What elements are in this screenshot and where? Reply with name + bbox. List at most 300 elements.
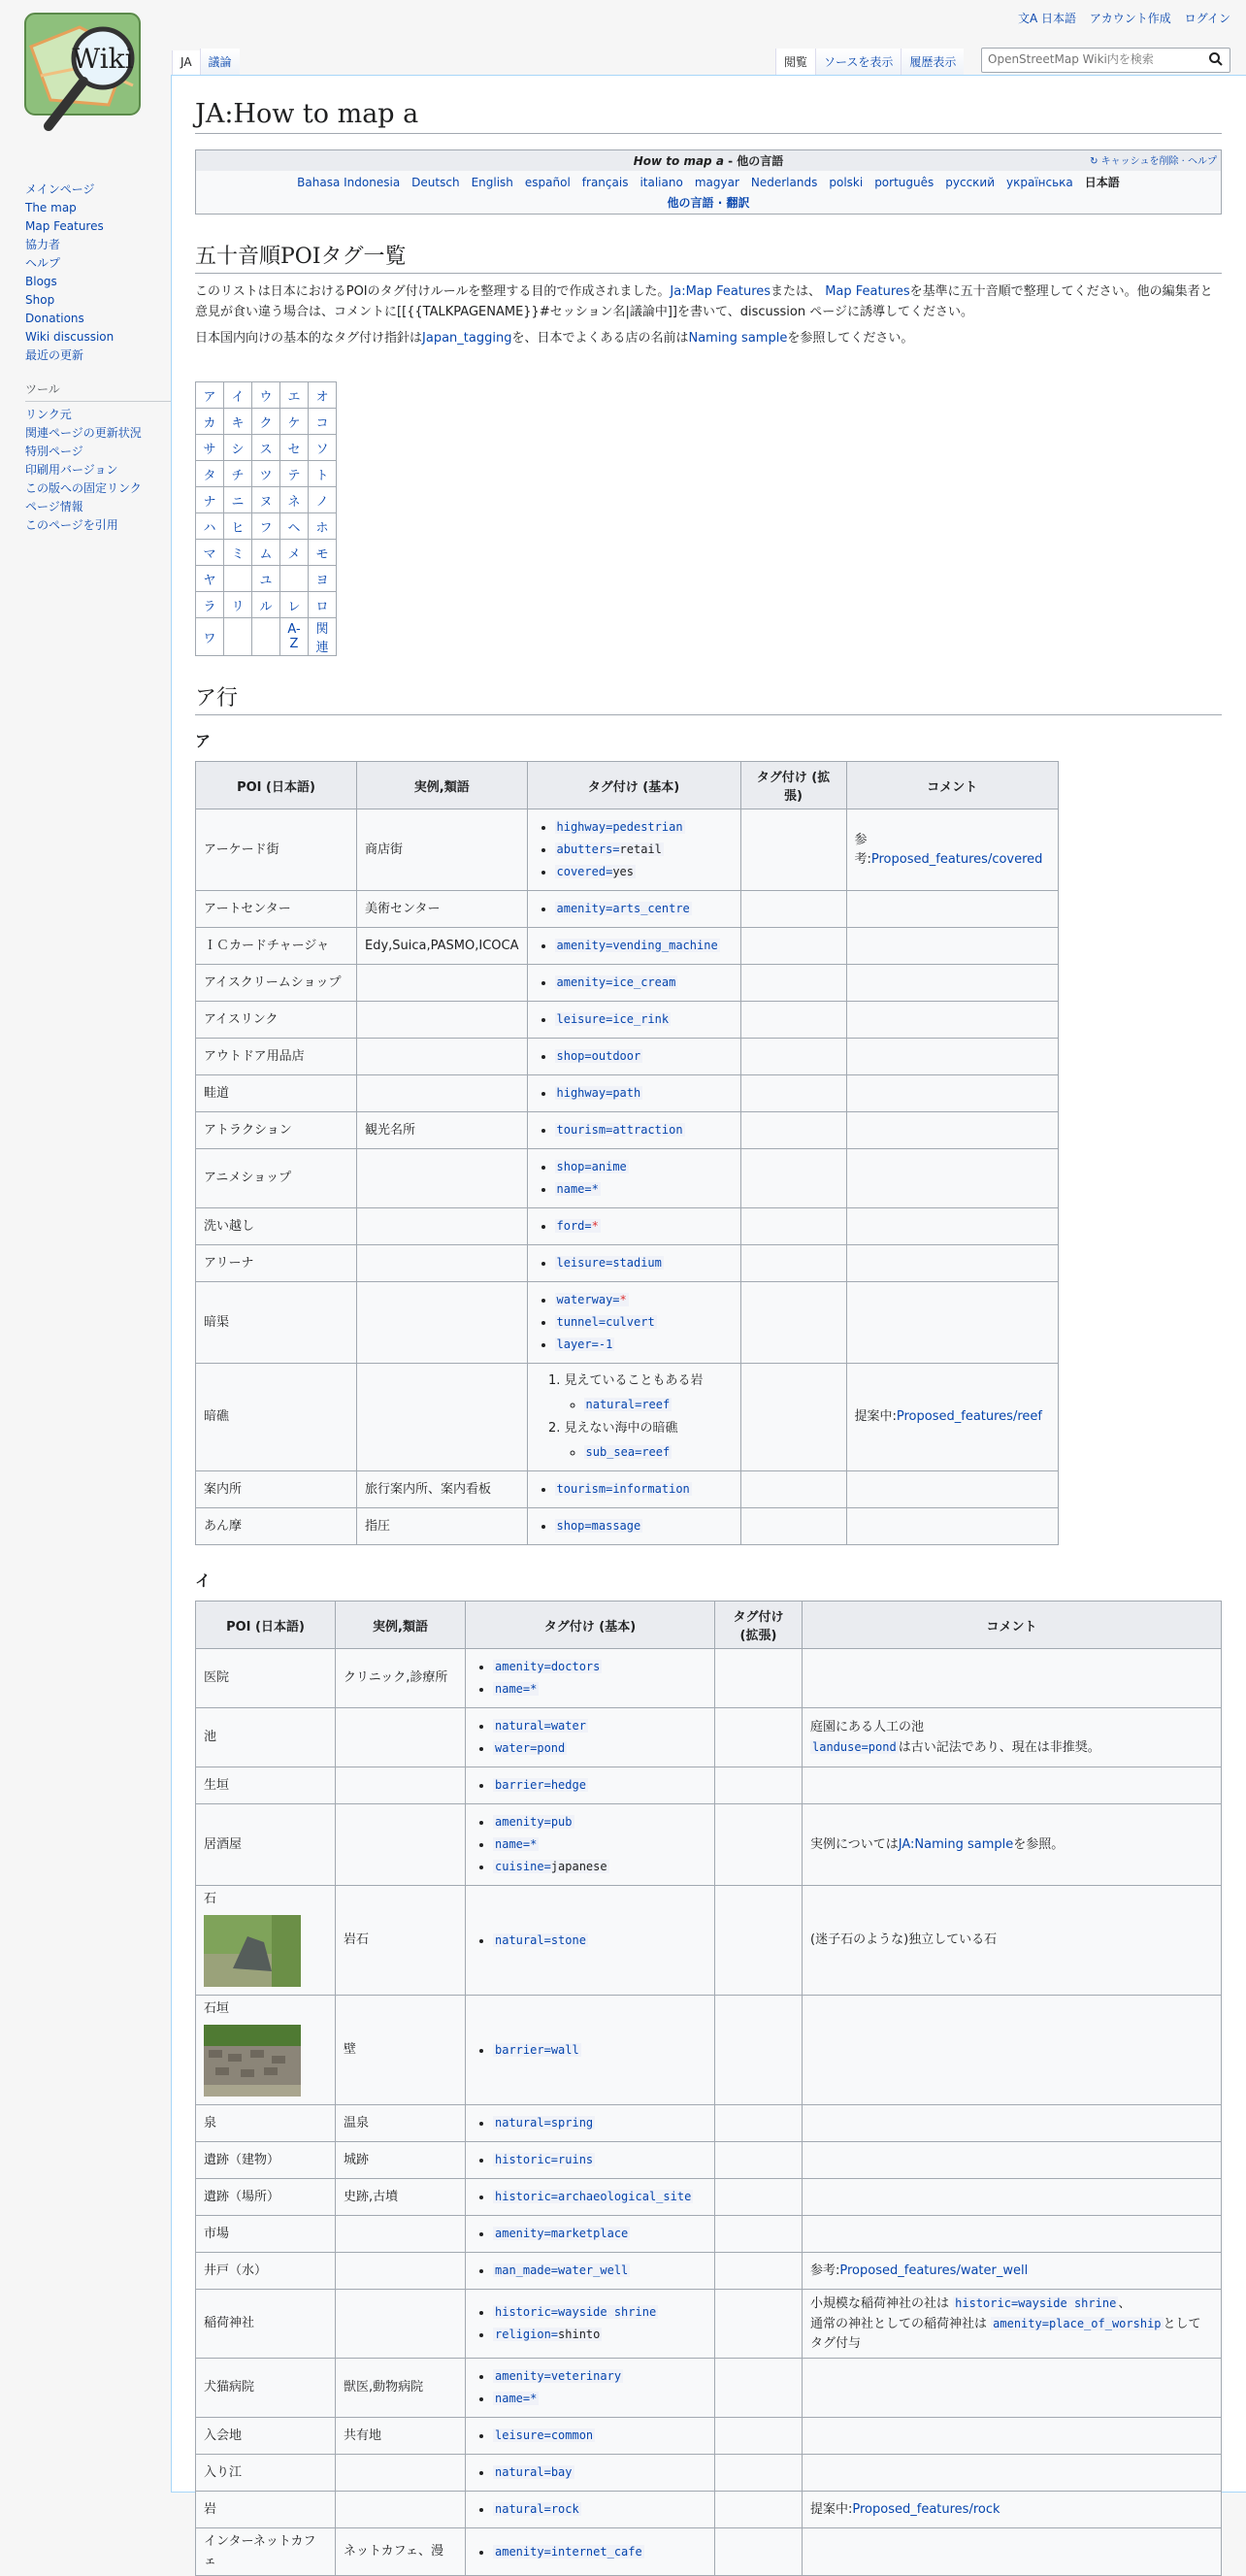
kana-index-cell[interactable]: ア: [196, 382, 224, 409]
tag-value[interactable]: -1: [598, 1338, 613, 1351]
comment-cell: [846, 1208, 1059, 1245]
tag-value[interactable]: wall: [550, 2042, 579, 2057]
tag-key[interactable]: natural: [495, 1719, 544, 1733]
language-link[interactable]: español: [524, 176, 571, 189]
tag-code[interactable]: natural=reef: [585, 1398, 671, 1411]
kana-index-cell[interactable]: ウ: [252, 382, 280, 409]
language-link[interactable]: English: [471, 176, 513, 189]
kana-index-cell[interactable]: サ: [196, 435, 224, 461]
sidebar-item[interactable]: Shop: [25, 293, 55, 307]
kana-index-cell[interactable]: イ: [224, 382, 252, 409]
link-map-features[interactable]: Map Features: [825, 284, 910, 299]
extended-tags-cell: [715, 1767, 803, 1804]
kana-index-cell[interactable]: メ: [280, 540, 309, 566]
tag-key[interactable]: leisure: [556, 1012, 607, 1026]
tag-code[interactable]: covered=yes: [556, 865, 634, 878]
reef-item-text: 見えない海中の暗礁: [564, 1421, 678, 1436]
kana-index-cell[interactable]: タ: [196, 461, 224, 487]
tag-item: [493, 2325, 706, 2345]
comment-cell: [803, 2216, 1222, 2253]
login-link[interactable]: ログイン: [1184, 12, 1230, 25]
poi-name-cell: アーケード街: [196, 809, 357, 891]
extended-tags-cell: [715, 2253, 803, 2290]
example-cell: 壁: [336, 1996, 466, 2105]
kana-index-cell[interactable]: ミ: [224, 540, 252, 566]
kana-index-cell[interactable]: ノ: [309, 487, 337, 513]
kana-index-cell[interactable]: セ: [280, 435, 309, 461]
kana-index-cell[interactable]: カ: [196, 409, 224, 435]
kana-index-cell[interactable]: ヌ: [252, 487, 280, 513]
kana-index-cell[interactable]: コ: [309, 409, 337, 435]
tag-code[interactable]: sub_sea=reef: [585, 1445, 671, 1459]
create-account-link[interactable]: アカウント作成: [1089, 12, 1171, 25]
tag-item: [493, 2302, 706, 2323]
kana-index-cell[interactable]: ム: [252, 540, 280, 566]
table-row: [196, 1112, 1059, 1149]
tag-key[interactable]: barrier: [495, 2042, 544, 2057]
kana-index-cell[interactable]: ユ: [252, 566, 280, 592]
tag-key[interactable]: amenity: [495, 2227, 544, 2240]
tag-value[interactable]: *: [530, 1837, 538, 1851]
tag-value[interactable]: stone: [550, 1932, 586, 1947]
kana-index-cell[interactable]: ツ: [252, 461, 280, 487]
tag-key[interactable]: name: [495, 2392, 523, 2405]
sidebar-item[interactable]: The map: [25, 201, 77, 215]
tag-code[interactable]: abutters=retail: [556, 842, 662, 856]
tag-key[interactable]: man_made: [495, 2263, 551, 2277]
poi-name: 入会地: [204, 2427, 243, 2443]
tag-code[interactable]: amenity=doctors: [495, 1660, 601, 1673]
tag-key[interactable]: name: [495, 1837, 523, 1851]
basic-tags-cell: [527, 1112, 740, 1149]
tag-code[interactable]: amenity=pub: [495, 1815, 573, 1829]
tag-key[interactable]: amenity: [556, 975, 607, 989]
link-japan-tagging[interactable]: Japan_tagging: [422, 331, 512, 346]
tag-item: [493, 2389, 706, 2409]
tag-item: [555, 1009, 733, 1030]
tag-code[interactable]: amenity=place_of_worship: [993, 2317, 1162, 2330]
tag-key[interactable]: tourism: [556, 1482, 607, 1496]
language-link[interactable]: русский: [945, 176, 996, 189]
tag-code[interactable]: amenity=ice_cream: [556, 975, 676, 989]
tag-value[interactable]: water_well: [558, 2263, 629, 2277]
tag-code[interactable]: landuse=pond: [812, 1739, 897, 1754]
tag-code[interactable]: historic=ruins: [495, 2153, 594, 2166]
tag-key[interactable]: tourism: [556, 1123, 607, 1137]
example-cell: [357, 1208, 528, 1245]
tag-item: [493, 2366, 706, 2387]
tag-code[interactable]: highway=path: [556, 1086, 641, 1100]
kana-index-cell[interactable]: ニ: [224, 487, 252, 513]
tag-code[interactable]: religion=shinto: [495, 2328, 601, 2341]
tag-value[interactable]: rock: [550, 2502, 579, 2516]
poi-name-cell: [196, 2253, 336, 2290]
kana-index-cell: [224, 566, 252, 592]
comment-link[interactable]: JA:Naming sample: [898, 1836, 1014, 1852]
tag-code[interactable]: name=*: [495, 2392, 538, 2405]
tag-list: [536, 1046, 733, 1067]
tag-key[interactable]: religion: [495, 2328, 551, 2341]
tag-key[interactable]: historic: [495, 2305, 551, 2319]
tag-value[interactable]: veterinary: [550, 2369, 622, 2383]
tag-value[interactable]: reef: [641, 1445, 671, 1459]
kana-index-cell[interactable]: ヤ: [196, 566, 224, 592]
tag-key[interactable]: layer: [556, 1338, 592, 1351]
sidebar-item[interactable]: Map Features: [25, 219, 104, 233]
other-languages-link[interactable]: 他の言語 · 翻訳: [667, 196, 750, 210]
tag-key[interactable]: amenity: [495, 2369, 544, 2383]
tag-value[interactable]: water: [550, 1719, 586, 1733]
comment-cell: [846, 1112, 1059, 1149]
tag-key[interactable]: natural: [585, 1398, 636, 1411]
tag-value: *: [591, 1219, 599, 1233]
sidebar-tool-item[interactable]: 特別ページ: [25, 445, 83, 458]
kana-index-cell[interactable]: ハ: [196, 513, 224, 540]
kana-index-cell[interactable]: チ: [224, 461, 252, 487]
language-link[interactable]: português: [874, 176, 934, 189]
tag-key[interactable]: covered: [556, 865, 607, 878]
tag-value[interactable]: doctors: [550, 1660, 601, 1673]
language-link[interactable]: Bahasa Indonesia: [297, 176, 401, 189]
tag-item: [493, 2187, 706, 2207]
example-cell: クリニック,診療所: [336, 1649, 466, 1708]
tag-key[interactable]: amenity: [556, 939, 607, 952]
language-link[interactable]: Deutsch: [411, 176, 460, 189]
column-header: 実例,類語: [336, 1602, 466, 1649]
kana-index-cell[interactable]: レ: [280, 592, 309, 618]
poi-name-cell: [196, 1767, 336, 1804]
tag-value[interactable]: *: [530, 1682, 538, 1696]
extended-tags-cell: [740, 1364, 846, 1471]
sidebar-item[interactable]: 最近の更新: [25, 348, 84, 362]
kana-index-cell[interactable]: ス: [252, 435, 280, 461]
comment-link[interactable]: Proposed_features/reef: [896, 1409, 1042, 1424]
search-input[interactable]: [982, 49, 1207, 70]
tag-list: [536, 1216, 733, 1237]
tag-value[interactable]: spring: [550, 2116, 594, 2130]
tag-code[interactable]: amenity=veterinary: [495, 2369, 622, 2383]
kana-index-cell[interactable]: ソ: [309, 435, 337, 461]
table-row: [196, 1804, 1222, 1886]
tag-value[interactable]: massage: [591, 1519, 641, 1533]
kana-index-cell[interactable]: オ: [309, 382, 337, 409]
tag-key[interactable]: name: [556, 1182, 585, 1196]
tag-value[interactable]: archaeological_site: [558, 2190, 692, 2203]
kana-index-cell[interactable]: ト: [309, 461, 337, 487]
example-cell: [357, 965, 528, 1002]
table-row: [196, 2216, 1222, 2253]
tag-code[interactable]: amenity=internet_cafe: [495, 2544, 642, 2559]
kana-index-cell[interactable]: 関連: [309, 618, 337, 656]
poi-name-cell: ＩＣカードチャージャ: [196, 928, 357, 965]
tag-key[interactable]: abutters: [556, 842, 613, 856]
tab-read[interactable]: 閲覧: [775, 49, 815, 75]
comment-text: としてタグ付与: [810, 2317, 1201, 2351]
stone-photo[interactable]: [204, 1915, 301, 1987]
comment-text: 実例については: [810, 1836, 899, 1852]
tag-key[interactable]: amenity: [556, 902, 607, 915]
tag-value[interactable]: vending_machine: [612, 939, 718, 952]
tag-code[interactable]: amenity=arts_centre: [556, 902, 690, 915]
tag-code[interactable]: waterway=*: [556, 1293, 627, 1306]
extended-tags-cell: [740, 1149, 846, 1208]
kana-index-cell[interactable]: ヒ: [224, 513, 252, 540]
language-link: 日本語: [1084, 176, 1120, 189]
kana-index-cell[interactable]: ル: [252, 592, 280, 618]
kana-index-cell[interactable]: ヨ: [309, 566, 337, 592]
poi-name: 市場: [204, 2226, 230, 2241]
wiki-logo[interactable]: [21, 8, 153, 140]
kana-index-cell[interactable]: ケ: [280, 409, 309, 435]
poi-name: 井戸（水）: [204, 2262, 268, 2278]
tag-key[interactable]: cuisine: [495, 1860, 544, 1873]
poi-name-cell: 案内所: [196, 1471, 357, 1508]
tag-code[interactable]: natural=spring: [495, 2116, 594, 2130]
tag-code[interactable]: name=*: [495, 1682, 538, 1696]
tag-value[interactable]: ice_rink: [612, 1012, 670, 1026]
tab-ja[interactable]: JA: [172, 50, 200, 77]
tag-key[interactable]: historic: [495, 2190, 551, 2203]
table-row: [196, 1886, 1222, 1996]
tag-key[interactable]: amenity: [495, 1660, 544, 1673]
kana-index-cell: [224, 618, 252, 656]
tag-value[interactable]: path: [612, 1086, 641, 1100]
kana-index-cell[interactable]: テ: [280, 461, 309, 487]
poi-name-cell: [196, 2105, 336, 2142]
sidebar-tool-item[interactable]: ページ情報: [25, 500, 83, 513]
tag-code[interactable]: natural=water: [495, 1719, 586, 1733]
tag-code[interactable]: shop=anime: [556, 1160, 627, 1173]
comment-link[interactable]: Proposed_features/rock: [852, 2501, 1000, 2517]
tag-value[interactable]: bay: [550, 2465, 573, 2479]
tag-value[interactable]: attraction: [612, 1123, 683, 1137]
tag-key[interactable]: amenity: [495, 2544, 544, 2559]
kana-index-cell[interactable]: ワ: [196, 618, 224, 656]
tag-value[interactable]: outdoor: [591, 1049, 641, 1063]
tag-code[interactable]: amenity=vending_machine: [556, 939, 718, 952]
tag-value[interactable]: internet_cafe: [550, 2544, 642, 2559]
tag-value[interactable]: wayside shrine: [558, 2305, 657, 2319]
basic-tags-cell: [527, 1471, 740, 1508]
kana-index-cell[interactable]: ロ: [309, 592, 337, 618]
tag-value[interactable]: culvert: [606, 1315, 655, 1329]
sidebar-item[interactable]: Blogs: [25, 275, 57, 288]
tag-value[interactable]: reef: [641, 1398, 671, 1411]
tag-code[interactable]: historic=archaeological_site: [495, 2190, 692, 2203]
tag-key[interactable]: natural: [495, 2465, 544, 2479]
tag-key[interactable]: sub_sea: [585, 1445, 636, 1459]
poi-name-cell: [196, 1996, 336, 2105]
tag-key[interactable]: water: [495, 1741, 531, 1755]
tag-key[interactable]: shop: [556, 1519, 585, 1533]
table-row: [196, 1002, 1059, 1039]
sidebar-tool-item[interactable]: この版への固定リンク: [25, 481, 142, 495]
tag-key[interactable]: highway: [556, 1086, 607, 1100]
tag-item: [584, 1395, 733, 1415]
extended-tags-cell: [740, 1245, 846, 1282]
kana-index-cell[interactable]: フ: [252, 513, 280, 540]
sidebar-tool-item[interactable]: 印刷用バージョン: [25, 463, 118, 477]
tag-code[interactable]: shop=massage: [556, 1519, 641, 1533]
basic-tags-cell: [466, 1996, 715, 2105]
basic-tags-cell: [466, 2418, 715, 2455]
tag-item: [555, 1290, 733, 1310]
tag-key[interactable]: historic: [495, 2153, 551, 2166]
tag-value[interactable]: ruins: [558, 2153, 594, 2166]
tag-key[interactable]: highway: [556, 820, 607, 834]
tag-value[interactable]: ice_cream: [612, 975, 676, 989]
tag-key[interactable]: tunnel: [556, 1315, 599, 1329]
tag-key[interactable]: barrier: [495, 1778, 544, 1792]
reef-list: [536, 1371, 733, 1463]
tag-code[interactable]: amenity=marketplace: [495, 2227, 629, 2240]
tag-code[interactable]: shop=outdoor: [556, 1049, 641, 1063]
tag-code[interactable]: historic=wayside shrine: [955, 2296, 1117, 2310]
tag-key[interactable]: natural: [495, 2116, 544, 2130]
tag-code[interactable]: tunnel=culvert: [556, 1315, 655, 1329]
tag-value[interactable]: hedge: [550, 1778, 586, 1792]
kana-index-cell[interactable]: リ: [224, 592, 252, 618]
kana-index-cell[interactable]: A-Z: [280, 618, 309, 656]
language-link[interactable]: italiano: [639, 176, 683, 189]
example-cell: 指圧: [357, 1508, 528, 1545]
tag-value[interactable]: anime: [591, 1160, 627, 1173]
tag-value[interactable]: information: [612, 1482, 690, 1496]
tag-value[interactable]: pond: [537, 1741, 566, 1755]
tag-code[interactable]: tourism=attraction: [556, 1123, 683, 1137]
tag-value: yes: [612, 865, 634, 878]
tag-code[interactable]: barrier=wall: [495, 2042, 579, 2057]
tag-value[interactable]: common: [550, 2428, 594, 2442]
comment-text: 参考:: [810, 2262, 840, 2278]
tag-key[interactable]: natural: [495, 1932, 544, 1947]
link-ja-map-features[interactable]: Ja:Map Features: [670, 284, 771, 299]
tag-list: [474, 2426, 706, 2446]
kana-index-cell[interactable]: キ: [224, 409, 252, 435]
tag-code[interactable]: cuisine=japanese: [495, 1860, 607, 1873]
tag-key[interactable]: amenity: [495, 1815, 544, 1829]
column-header: コメント: [803, 1602, 1222, 1649]
tag-code[interactable]: ford=*: [556, 1219, 599, 1233]
kana-index-cell[interactable]: マ: [196, 540, 224, 566]
sidebar-item[interactable]: ヘルプ: [25, 256, 61, 270]
tag-code[interactable]: historic=wayside shrine: [495, 2305, 657, 2319]
tag-code[interactable]: layer=-1: [556, 1338, 613, 1351]
tag-code[interactable]: natural=bay: [495, 2465, 573, 2479]
kana-index-cell[interactable]: ナ: [196, 487, 224, 513]
tab-view-source[interactable]: ソースを表示: [815, 49, 901, 75]
tag-key[interactable]: waterway: [556, 1293, 613, 1306]
basic-tags-cell: [466, 2253, 715, 2290]
sidebar-tool-item[interactable]: 関連ページの更新状況: [25, 426, 142, 440]
tag-list: [474, 1931, 706, 1951]
tag-value[interactable]: *: [591, 1182, 599, 1196]
basic-tags-cell: [527, 1149, 740, 1208]
kana-index-cell[interactable]: シ: [224, 435, 252, 461]
tag-code[interactable]: leisure=ice_rink: [556, 1012, 670, 1026]
language-link[interactable]: 文A 日本語: [1018, 12, 1077, 25]
language-link[interactable]: français: [581, 176, 629, 189]
sidebar-item[interactable]: 協力者: [25, 238, 61, 251]
tag-key[interactable]: natural: [495, 2502, 544, 2516]
tab-discussion[interactable]: 議論: [200, 49, 240, 75]
section-heading-a-row: ア行: [195, 681, 1222, 715]
tag-value[interactable]: *: [530, 2392, 538, 2405]
purge-cache-link[interactable]: ↻ キャッシュを削除 · ヘルプ: [1090, 156, 1217, 167]
tag-value[interactable]: marketplace: [550, 2227, 629, 2240]
stone-wall-photo[interactable]: [204, 2025, 301, 2097]
tag-item: [493, 1657, 706, 1677]
tag-value[interactable]: stadium: [612, 1256, 662, 1270]
tag-key[interactable]: leisure: [556, 1256, 607, 1270]
table-row: [196, 2253, 1222, 2290]
sidebar-tool-item[interactable]: リンク元: [25, 408, 72, 421]
tag-code[interactable]: barrier=hedge: [495, 1778, 586, 1792]
kana-index-cell[interactable]: ラ: [196, 592, 224, 618]
tag-key[interactable]: name: [495, 1682, 523, 1696]
tag-value[interactable]: pub: [550, 1815, 573, 1829]
basic-tags-cell: [527, 1208, 740, 1245]
kana-index-cell[interactable]: ネ: [280, 487, 309, 513]
tag-value[interactable]: arts_centre: [612, 902, 690, 915]
example-cell: ネットカフェ、漫: [336, 2528, 466, 2576]
tag-key[interactable]: ford: [556, 1219, 585, 1233]
sidebar-item[interactable]: メインページ: [25, 182, 95, 196]
basic-tags-cell: [527, 1002, 740, 1039]
kana-index-cell[interactable]: ク: [252, 409, 280, 435]
tag-code[interactable]: name=*: [556, 1182, 599, 1196]
poi-name: 遺跡（場所）: [204, 2189, 280, 2204]
kana-index-cell[interactable]: ホ: [309, 513, 337, 540]
tag-list: [536, 817, 733, 882]
language-link[interactable]: українська: [1006, 176, 1073, 189]
kana-index-cell[interactable]: モ: [309, 540, 337, 566]
tag-key[interactable]: shop: [556, 1049, 585, 1063]
poi-name-cell: アリーナ: [196, 1245, 357, 1282]
sidebar-item[interactable]: Donations: [25, 312, 84, 325]
comment-link[interactable]: Proposed_features/covered: [870, 851, 1043, 867]
basic-tags-cell: [466, 2455, 715, 2492]
search-icon[interactable]: [1208, 51, 1224, 71]
kana-index-cell[interactable]: エ: [280, 382, 309, 409]
tag-code[interactable]: name=*: [495, 1837, 538, 1851]
tag-code[interactable]: highway=pedestrian: [556, 820, 683, 834]
tab-history[interactable]: 履歴表示: [901, 49, 964, 75]
tag-code[interactable]: leisure=stadium: [556, 1256, 662, 1270]
tag-code[interactable]: water=pond: [495, 1741, 566, 1755]
language-link[interactable]: magyar: [694, 176, 739, 189]
table-row: [196, 1767, 1222, 1804]
sidebar-tool-item[interactable]: このページを引用: [25, 518, 118, 532]
tag-key[interactable]: leisure: [495, 2428, 544, 2442]
tag-code[interactable]: man_made=water_well: [495, 2263, 629, 2277]
tag-value[interactable]: pedestrian: [612, 820, 683, 834]
language-link[interactable]: Nederlands: [750, 176, 818, 189]
comment-link[interactable]: Proposed_features/water_well: [839, 2262, 1029, 2278]
link-naming-sample[interactable]: Naming sample: [688, 331, 788, 346]
tag-key[interactable]: shop: [556, 1160, 585, 1173]
tag-item: [493, 2499, 706, 2520]
tag-code[interactable]: natural=rock: [495, 2502, 579, 2516]
tag-code[interactable]: tourism=information: [556, 1482, 690, 1496]
column-header: 実例,類語: [357, 762, 528, 809]
tag-code[interactable]: natural=stone: [495, 1932, 586, 1947]
example-cell: Edy,Suica,PASMO,ICOCA: [357, 928, 528, 965]
tag-code[interactable]: leisure=common: [495, 2428, 594, 2442]
sidebar-item[interactable]: Wiki discussion: [25, 330, 115, 344]
kana-index-cell[interactable]: ヘ: [280, 513, 309, 540]
language-link[interactable]: polski: [829, 176, 864, 189]
